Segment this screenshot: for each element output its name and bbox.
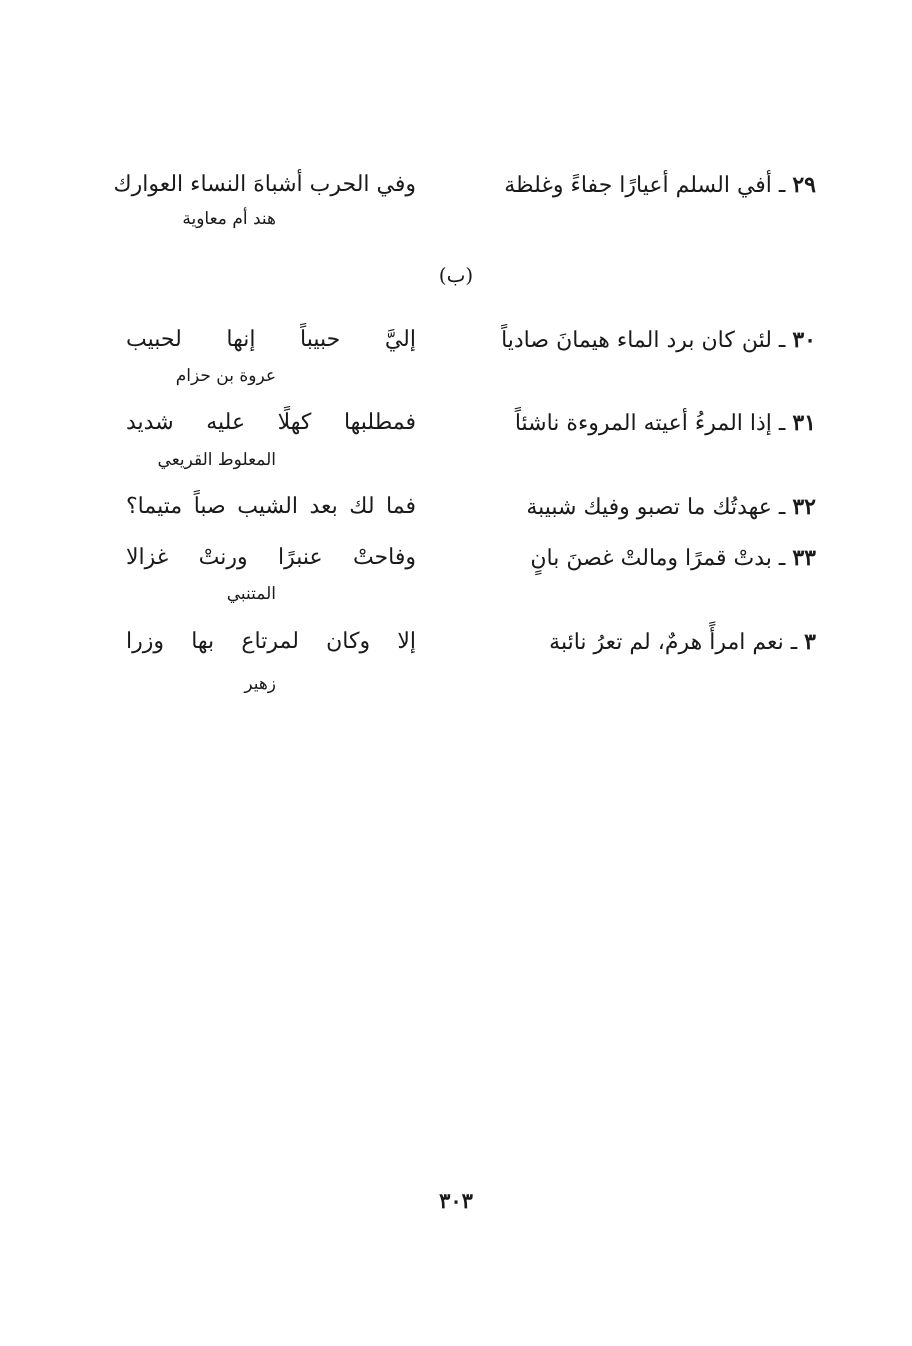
verse-first-text: بدتْ قمرًا ومالتْ غصنَ بانٍ: [530, 546, 772, 571]
verse-first-hemistich: ٣٢ ـ عهدتُك ما تصبو وفيك شبيبة: [526, 494, 816, 520]
verse-number: ٣٣: [792, 545, 816, 571]
verse-first-hemistich: ٣ ـ نعم امرأً هرمٌ، لم تعرُ نائبة: [549, 629, 816, 655]
verse-second-hemistich: وفاحتْ عنبرًا ورنتْ غزالا: [126, 545, 416, 570]
verse-first-hemistich: ٣٠ ـ لئن كان برد الماء هيمانَ صادياً: [501, 327, 816, 353]
section-heading: (ب): [438, 263, 474, 287]
verse-first-hemistich: ٣١ ـ إذا المرءُ أعيته المروءة ناشئاً: [514, 410, 816, 436]
verse-33: [120, 538, 816, 578]
verse-34: [120, 622, 816, 662]
verse-first-hemistich: ٢٩ ـ أفي السلم أعيارًا جفاءً وغلظة: [504, 172, 816, 198]
verse-first-text: عهدتُك ما تصبو وفيك شبيبة: [526, 495, 772, 520]
verse-29: [113, 165, 816, 205]
verse-first-text: لئن كان برد الماء هيمانَ صادياً: [501, 328, 772, 353]
verse-number: ٢٩: [792, 172, 816, 198]
verse-number: ٣: [804, 629, 816, 655]
poet-name: المتنبي: [226, 584, 276, 604]
poet-name: المعلوط القريعي: [157, 450, 276, 470]
poet-name: زهير: [244, 674, 276, 694]
page-number: ٣٠٣: [439, 1188, 473, 1213]
verse-second-hemistich: وفي الحرب أشباهَ النساء العوارك: [113, 172, 416, 197]
verse-31: [120, 403, 816, 443]
verse-first-text: نعم امرأً هرمٌ، لم تعرُ نائبة: [549, 630, 784, 655]
poet-name: هند أم معاوية: [182, 209, 276, 229]
poet-name: عروة بن حزام: [175, 366, 276, 386]
verse-second-hemistich: فما لك بعد الشيب صباً متيما؟: [126, 494, 416, 519]
verse-second-hemistich: إليَّ حبيباً إنها لحبيب: [126, 327, 416, 352]
verse-number: ٣١: [792, 410, 816, 436]
verse-32: [120, 487, 816, 527]
verse-first-hemistich: ٣٣ ـ بدتْ قمرًا ومالتْ غصنَ بانٍ: [530, 545, 816, 571]
verse-second-hemistich: فمطلبها كهلًا عليه شديد: [126, 410, 416, 435]
verse-30: [120, 320, 816, 360]
verse-number: ٣٠: [792, 327, 816, 353]
verse-number: ٣٢: [792, 494, 816, 520]
verse-second-hemistich: إلا وكان لمرتاع بها وزرا: [126, 629, 416, 654]
verse-first-text: أفي السلم أعيارًا جفاءً وغلظة: [504, 173, 772, 198]
verse-first-text: إذا المرءُ أعيته المروءة ناشئاً: [514, 411, 772, 436]
